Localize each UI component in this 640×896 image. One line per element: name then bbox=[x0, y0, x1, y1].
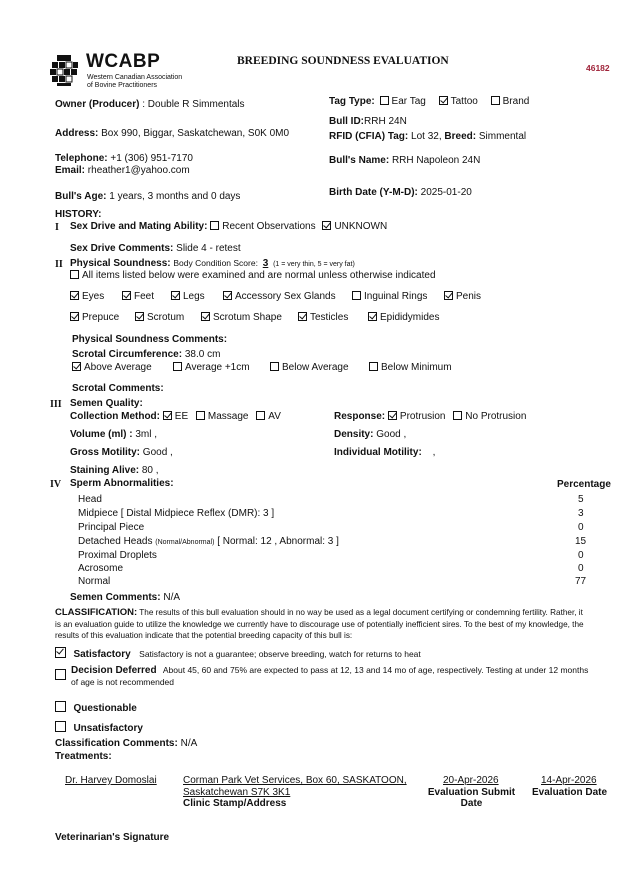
unsatisfactory-checkbox[interactable] bbox=[55, 721, 66, 732]
decision-deferred-row bbox=[71, 665, 591, 688]
classification-paragraph bbox=[55, 607, 590, 642]
abnormality-normal-value: 77 bbox=[575, 576, 587, 587]
staining-alive-row bbox=[70, 465, 159, 476]
eyes-checkbox[interactable] bbox=[70, 291, 79, 300]
evaluation-date-label: Evaluation Date bbox=[532, 787, 608, 798]
abnormality-detached-heads-name: Detached Heads (Normal/Abnormal) [ Normal: 12 , Abnormal: 3 ] bbox=[78, 536, 339, 547]
scrotal-comments-label: Scrotal Comments: bbox=[72, 383, 164, 394]
semen-comments-label: Semen Comments: bbox=[70, 592, 161, 603]
sperm-abnormalities-label: Sperm Abnormalities: bbox=[70, 478, 174, 489]
satisfactory-checkbox[interactable] bbox=[55, 647, 66, 658]
bull-id-label: Bull ID: bbox=[329, 116, 364, 127]
email-label: Email: bbox=[55, 165, 86, 176]
classification-comments-value: N/A bbox=[180, 738, 198, 749]
collection-av[interactable]: AV bbox=[256, 411, 281, 422]
item-feet[interactable]: Feet bbox=[122, 291, 154, 302]
collection-ee[interactable]: EE bbox=[163, 411, 188, 422]
collection-method-label: Collection Method: bbox=[70, 411, 160, 422]
individual-motility-row bbox=[334, 447, 435, 458]
breed-value: Simmental bbox=[478, 131, 527, 142]
owner-value: : Double R Simmentals bbox=[142, 99, 245, 110]
address-label: Address: bbox=[55, 128, 99, 139]
veterinarian-signature-label: Veterinarian's Signature bbox=[55, 832, 170, 843]
clinic-stamp-label: Clinic Stamp/Address bbox=[183, 798, 287, 809]
treatments-label: Treatments: bbox=[55, 751, 112, 762]
scrotal-circumference-label: Scrotal Circumference: bbox=[72, 349, 183, 360]
above-average-checkbox[interactable] bbox=[72, 362, 81, 371]
classification-comments-row bbox=[55, 738, 197, 749]
accessory-sex-glands-checkbox[interactable] bbox=[223, 291, 232, 300]
all-normal-row[interactable] bbox=[70, 270, 436, 281]
abnormality-principal-piece-value: 0 bbox=[578, 522, 584, 533]
item-penis[interactable]: Penis bbox=[444, 291, 481, 302]
unknown-checkbox[interactable] bbox=[322, 221, 331, 230]
sex-drive-comments-value: Slide 4 - retest bbox=[176, 243, 241, 254]
logo-text: WCABP bbox=[86, 51, 161, 72]
protrusion-checkbox[interactable] bbox=[388, 411, 397, 420]
owner-row bbox=[55, 99, 245, 110]
item-testicles[interactable]: Testicles bbox=[298, 312, 348, 323]
staining-alive-label: Staining Alive: bbox=[70, 465, 140, 476]
abnormality-proximal-droplets-value: 0 bbox=[578, 550, 584, 561]
satisfactory-label: Satisfactory bbox=[73, 649, 131, 660]
owner-label: Owner (Producer) bbox=[55, 99, 140, 110]
tag-option-brand[interactable]: Brand bbox=[491, 96, 530, 107]
email-value: rheather1@yahoo.com bbox=[87, 165, 190, 176]
unknown-option[interactable]: UNKNOWN bbox=[322, 221, 387, 232]
submit-date-value: 20-Apr-2026 bbox=[443, 775, 499, 786]
sex-drive-comments-row bbox=[70, 243, 241, 254]
volume-row bbox=[70, 429, 157, 440]
gross-motility-label: Gross Motility: bbox=[70, 447, 141, 458]
logo-subtitle-2: of Bovine Practitioners bbox=[87, 82, 158, 89]
volume-value: 3ml , bbox=[135, 429, 158, 440]
questionable-checkbox[interactable] bbox=[55, 701, 66, 712]
bull-age-label: Bull's Age: bbox=[55, 191, 107, 202]
classification-text: The results of this bull evaluation should in no way be used as a legal document certifying or condemning fertility. Rather, it is an evaluation guide to utilize the knowledge we currently have to discourage use of potentially inefficient sires. To the best of my knowledge, the results of this evaluation indicate that the potential breeding capacity of this bull is: bbox=[55, 608, 584, 640]
section-1-number: I bbox=[55, 222, 59, 233]
tag-type-row bbox=[329, 96, 529, 107]
inguinal-rings-checkbox[interactable] bbox=[352, 291, 361, 300]
abnormality-detached-heads-value: 15 bbox=[575, 536, 587, 547]
bull-name-row bbox=[329, 155, 480, 166]
response-row bbox=[334, 411, 526, 422]
bull-age-row bbox=[55, 191, 240, 202]
individual-motility-value: , bbox=[432, 447, 436, 458]
physical-soundness-row bbox=[70, 258, 355, 269]
unsatisfactory-row[interactable] bbox=[55, 718, 143, 736]
item-prepuce[interactable]: Prepuce bbox=[70, 312, 119, 323]
abnormality-acrosome-name: Acrosome bbox=[78, 563, 124, 574]
clinic-address-line-2: Saskatchewan S7K 3K1 bbox=[183, 787, 291, 798]
sc-below-minimum[interactable]: Below Minimum bbox=[369, 362, 452, 373]
sex-drive-label: Sex Drive and Mating Ability: bbox=[70, 221, 208, 232]
abnormality-proximal-droplets-name: Proximal Droplets bbox=[78, 550, 157, 561]
abnormality-midpiece-value: 3 bbox=[578, 508, 584, 519]
item-scrotum-shape[interactable]: Scrotum Shape bbox=[201, 312, 282, 323]
recent-observations-checkbox[interactable] bbox=[210, 221, 219, 230]
scrotum-checkbox[interactable] bbox=[135, 312, 144, 321]
abnormality-head-value: 5 bbox=[578, 494, 584, 505]
volume-label: Volume (ml) : bbox=[70, 429, 133, 440]
logo bbox=[48, 53, 80, 92]
physical-soundness-comments-label: Physical Soundness Comments: bbox=[72, 334, 228, 345]
bull-name-value: RRH Napoleon 24N bbox=[391, 155, 481, 166]
semen-comments-row bbox=[70, 592, 180, 603]
recent-observations-option[interactable]: Recent Observations bbox=[210, 221, 315, 232]
response-label: Response: bbox=[334, 411, 386, 422]
feet-checkbox[interactable] bbox=[122, 291, 131, 300]
tag-type-label: Tag Type: bbox=[329, 96, 375, 107]
epididymides-checkbox[interactable] bbox=[368, 312, 377, 321]
birth-date-value: 2025-01-20 bbox=[420, 187, 472, 198]
abnormality-principal-piece-name: Principal Piece bbox=[78, 522, 145, 533]
av-checkbox[interactable] bbox=[256, 411, 265, 420]
brand-checkbox[interactable] bbox=[491, 96, 500, 105]
page-title: BREEDING SOUNDNESS EVALUATION bbox=[237, 55, 449, 67]
percentage-header: Percentage bbox=[557, 479, 611, 490]
item-inguinal-rings[interactable]: Inguinal Rings bbox=[352, 291, 427, 302]
semen-quality-label: Semen Quality: bbox=[70, 398, 143, 409]
telephone-value: +1 (306) 951-7170 bbox=[110, 153, 193, 164]
decision-deferred-checkbox-wrap[interactable] bbox=[55, 666, 69, 684]
submit-date-label-1: Evaluation Submit bbox=[427, 787, 516, 798]
prepuce-checkbox[interactable] bbox=[70, 312, 79, 321]
collection-massage[interactable]: Massage bbox=[196, 411, 249, 422]
density-value: Good , bbox=[376, 429, 407, 440]
rfid-value: Lot 32, bbox=[411, 131, 442, 142]
staining-alive-value: 80 , bbox=[141, 465, 159, 476]
item-legs[interactable]: Legs bbox=[171, 291, 205, 302]
bull-id-value: RRH 24N bbox=[364, 116, 407, 127]
sc-below-average[interactable]: Below Average bbox=[270, 362, 349, 373]
gross-motility-row bbox=[70, 447, 173, 458]
history-label: HISTORY: bbox=[55, 209, 102, 220]
evaluation-date-value: 14-Apr-2026 bbox=[541, 775, 597, 786]
average-plus-1cm-checkbox[interactable] bbox=[173, 362, 182, 371]
sc-above-average[interactable]: Above Average bbox=[72, 362, 152, 373]
sc-average-plus-1cm[interactable]: Average +1cm bbox=[173, 362, 250, 373]
address-value: Box 990, Biggar, Saskatchewan, S0K 0M0 bbox=[101, 128, 290, 139]
telephone-row bbox=[55, 153, 193, 164]
testicles-checkbox[interactable] bbox=[298, 312, 307, 321]
address-row bbox=[55, 128, 289, 139]
logo-subtitle-1: Western Canadian Association bbox=[87, 74, 183, 81]
abnormality-normal-name: Normal bbox=[78, 576, 111, 587]
section-3-number: III bbox=[50, 399, 62, 410]
bull-id-row bbox=[329, 116, 407, 127]
submit-date-label-2: Date bbox=[460, 798, 483, 809]
density-row bbox=[334, 429, 406, 440]
tag-option-tattoo[interactable]: Tattoo bbox=[439, 96, 478, 107]
bcs-note: (1 = very thin, 5 = very fat) bbox=[273, 261, 355, 268]
clinic-address-line-1: Corman Park Vet Services, Box 60, SASKATOON, bbox=[183, 775, 407, 786]
item-eyes[interactable]: Eyes bbox=[70, 291, 104, 302]
classification-comments-label: Classification Comments: bbox=[55, 738, 178, 749]
bull-age-value: 1 years, 3 months and 0 days bbox=[109, 191, 241, 202]
classification-label: CLASSIFICATION: bbox=[55, 607, 138, 618]
rfid-label: RFID (CFIA) Tag: bbox=[329, 131, 409, 142]
telephone-label: Telephone: bbox=[55, 153, 108, 164]
bcs-label: Body Condition Score: bbox=[173, 258, 258, 268]
birth-date-row bbox=[329, 187, 472, 198]
form-number: 46182 bbox=[586, 63, 610, 73]
breed-label: Breed: bbox=[444, 131, 477, 142]
rfid-row bbox=[329, 131, 526, 142]
decision-deferred-note: About 45, 60 and 75% are expected to pass at 12, 13 and 14 mo of age, respectively. Testing at under 12 months of age is not recommended bbox=[71, 665, 589, 687]
birth-date-label: Birth Date (Y-M-D): bbox=[329, 187, 418, 198]
bcs-value: 3 bbox=[262, 258, 269, 269]
below-average-checkbox[interactable] bbox=[270, 362, 279, 371]
unsatisfactory-label: Unsatisfactory bbox=[73, 723, 143, 734]
response-protrusion[interactable]: Protrusion bbox=[388, 411, 446, 422]
item-accessory-sex-glands[interactable]: Accessory Sex Glands bbox=[223, 291, 336, 302]
email-row bbox=[55, 165, 190, 176]
response-no-protrusion[interactable]: No Protrusion bbox=[453, 411, 526, 422]
scrotal-circumference-row bbox=[72, 349, 220, 360]
massage-checkbox[interactable] bbox=[196, 411, 205, 420]
section-2-number: II bbox=[55, 259, 63, 270]
satisfactory-note: Satisfactory is not a guarantee; observe breeding, watch for returns to heat bbox=[139, 649, 421, 659]
section-4-number: IV bbox=[50, 479, 62, 490]
abnormality-acrosome-value: 0 bbox=[578, 563, 584, 574]
ear-tag-checkbox[interactable] bbox=[380, 96, 389, 105]
no-protrusion-checkbox[interactable] bbox=[453, 411, 462, 420]
tag-option-ear-tag[interactable]: Ear Tag bbox=[380, 96, 426, 107]
semen-comments-value: N/A bbox=[163, 592, 181, 603]
below-minimum-checkbox[interactable] bbox=[369, 362, 378, 371]
decision-deferred-checkbox[interactable] bbox=[55, 669, 66, 680]
questionable-label: Questionable bbox=[73, 703, 137, 714]
ee-checkbox[interactable] bbox=[163, 411, 172, 420]
legs-checkbox[interactable] bbox=[171, 291, 180, 300]
satisfactory-row[interactable] bbox=[55, 644, 421, 662]
tattoo-checkbox[interactable] bbox=[439, 96, 448, 105]
questionable-row[interactable] bbox=[55, 698, 137, 716]
gross-motility-value: Good , bbox=[142, 447, 173, 458]
sex-drive-row bbox=[70, 221, 387, 232]
collection-method-row bbox=[70, 411, 281, 422]
penis-checkbox[interactable] bbox=[444, 291, 453, 300]
individual-motility-label: Individual Motility: bbox=[334, 447, 422, 458]
sex-drive-comments-label: Sex Drive Comments: bbox=[70, 243, 174, 254]
item-scrotum[interactable]: Scrotum bbox=[135, 312, 184, 323]
all-normal-label: All items listed below were examined and are normal unless otherwise indicated bbox=[82, 270, 436, 281]
logo-mark-icon bbox=[48, 53, 80, 87]
abnormality-head-name: Head bbox=[78, 494, 102, 505]
decision-deferred-label: Decision Deferred bbox=[71, 665, 157, 676]
density-label: Density: bbox=[334, 429, 374, 440]
physical-soundness-label: Physical Soundness: bbox=[70, 258, 171, 269]
scrotum-shape-checkbox[interactable] bbox=[201, 312, 210, 321]
veterinarian-name: Dr. Harvey Domoslai bbox=[65, 775, 157, 786]
scrotal-circumference-value: 38.0 cm bbox=[184, 349, 221, 360]
abnormality-midpiece-name: Midpiece [ Distal Midpiece Reflex (DMR): 3 ] bbox=[78, 508, 275, 519]
item-epididymides[interactable]: Epididymides bbox=[368, 312, 439, 323]
all-normal-checkbox[interactable] bbox=[70, 270, 79, 279]
bull-name-label: Bull's Name: bbox=[329, 155, 390, 166]
